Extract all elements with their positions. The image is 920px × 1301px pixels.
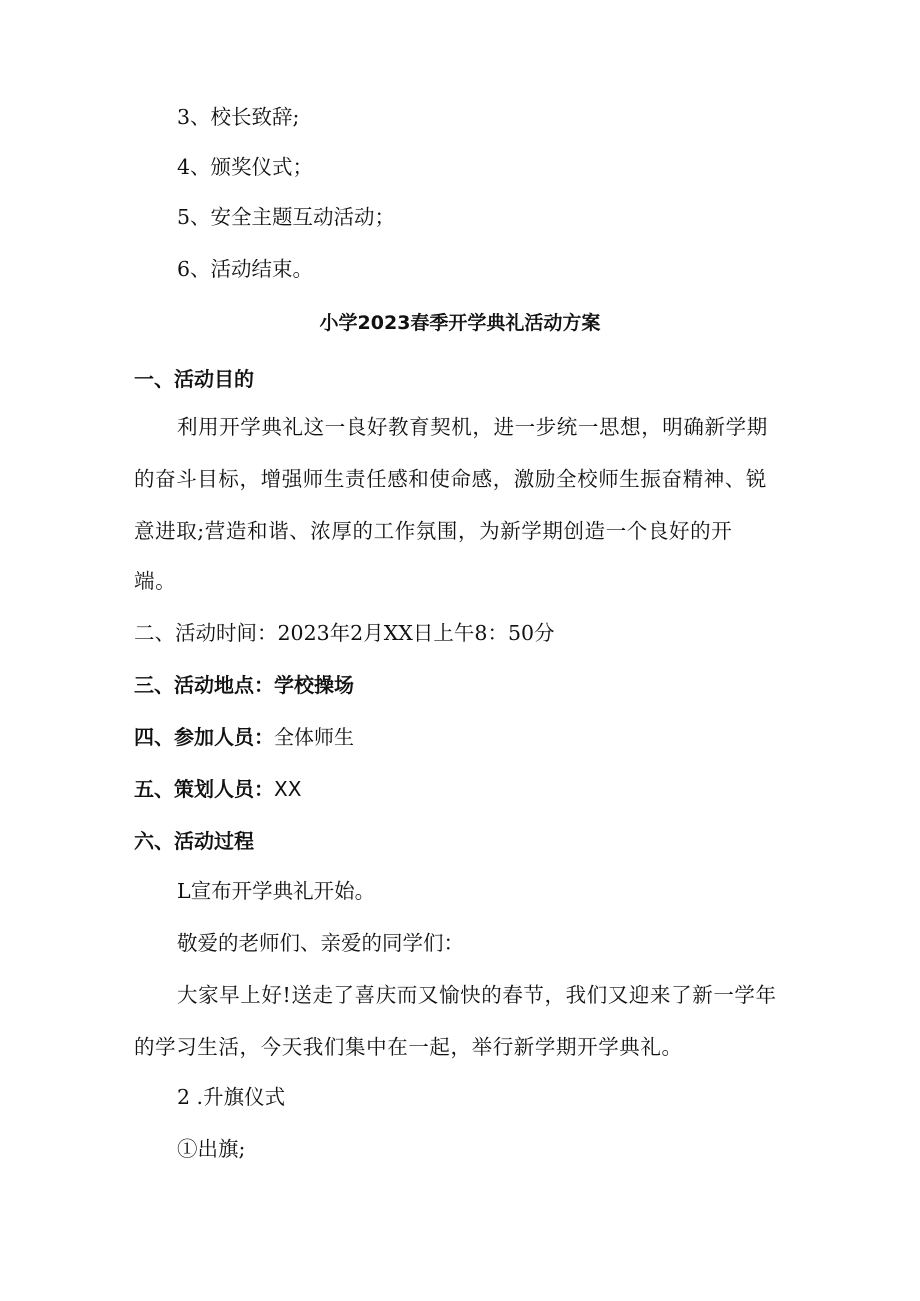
process-item-1: L宣布开学典礼开始。 <box>177 879 376 903</box>
paragraph-line: 意进取;营造和谐、浓厚的工作氛围，为新学期创造一个良好的开 <box>134 519 733 543</box>
speech-line: 大家早上好!送走了喜庆而又愉快的春节，我们又迎来了新一学年 <box>177 983 777 1007</box>
paragraph-line: 端。 <box>134 569 177 593</box>
section-time: 二、活动时间：2023年2月XX日上午8：50分 <box>134 621 555 645</box>
section-heading-process: 六、活动过程 <box>134 829 254 853</box>
paragraph-line: 的奋斗目标，增强师生责任感和使命感，激励全校师生振奋精神、锐 <box>134 467 767 491</box>
section-participants <box>134 723 354 751</box>
list-item-speech: 3、校长致辞; <box>177 105 300 129</box>
section-planner <box>134 775 301 803</box>
planner-value: XX <box>274 777 302 801</box>
document-title: 小学2023春季开学典礼活动方案 <box>319 312 601 334</box>
speech-line: 的学习生活，今天我们集中在一起，举行新学期开学典礼。 <box>134 1035 683 1059</box>
list-item-safety: 5、安全主题互动活动； <box>177 205 396 229</box>
section-location: 三、活动地点：学校操场 <box>134 673 354 697</box>
process-item-2: 2 .升旗仪式 <box>177 1085 286 1109</box>
list-item-award: 4、颁奖仪式； <box>177 155 314 179</box>
section-heading-purpose: 一、活动目的 <box>134 367 254 391</box>
list-item-end: 6、活动结束。 <box>177 257 314 281</box>
paragraph-line: 利用开学典礼这一良好教育契机，进一步统一思想，明确新学期 <box>177 415 768 439</box>
greeting: 敬爱的老师们、亲爱的同学们： <box>177 931 464 955</box>
planner-label: 五、策划人员： <box>134 777 274 801</box>
process-sub-item-1: ①出旗; <box>177 1137 246 1161</box>
participants-value: 全体师生 <box>274 725 354 749</box>
participants-label: 四、参加人员： <box>134 725 274 749</box>
